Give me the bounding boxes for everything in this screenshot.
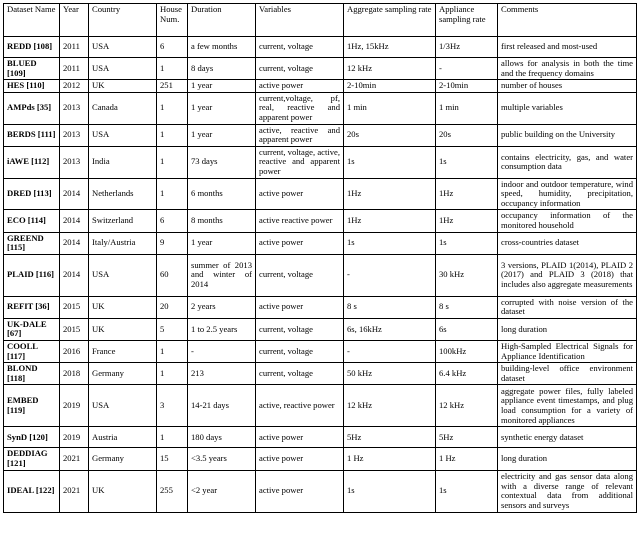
comments-cell: allows for analysis in both the time and the frequency domains	[498, 58, 637, 80]
variables-cell: current, voltage	[256, 363, 344, 385]
house-num-cell: 1	[157, 124, 188, 146]
variables-cell: active power	[256, 80, 344, 93]
header-appliance-rate: Appliance sampling rate	[436, 4, 498, 37]
comments-cell: long duration	[498, 318, 637, 340]
header-aggregate-rate: Aggregate sampling rate	[344, 4, 436, 37]
aggregate-rate-cell: 20s	[344, 124, 436, 146]
house-num-cell: 5	[157, 318, 188, 340]
aggregate-rate-cell: 1Hz, 15kHz	[344, 37, 436, 58]
comments-cell: corrupted with noise version of the dataset	[498, 296, 637, 318]
header-comments: Comments	[498, 4, 637, 37]
appliance-rate-cell: 1 min	[436, 92, 498, 124]
header-year: Year	[60, 4, 89, 37]
house-num-cell: 3	[157, 385, 188, 427]
year-cell: 2014	[60, 210, 89, 232]
appliance-rate-cell: 5Hz	[436, 427, 498, 448]
appliance-rate-cell: 6.4 kHz	[436, 363, 498, 385]
year-cell: 2016	[60, 341, 89, 363]
header-house-num: House Num.	[157, 4, 188, 37]
house-num-cell: 9	[157, 232, 188, 254]
dataset-name-cell: BLUED [109]	[4, 58, 60, 80]
comments-cell: contains electricity, gas, and water consumption data	[498, 146, 637, 178]
year-cell: 2014	[60, 254, 89, 296]
duration-cell: a few months	[188, 37, 256, 58]
duration-cell: 1 to 2.5 years	[188, 318, 256, 340]
comments-cell: 3 versions, PLAID 1(2014), PLAID 2 (2017) and PLAID 3 (2018) that includes also aggregate measurements	[498, 254, 637, 296]
appliance-rate-cell: 1Hz	[436, 210, 498, 232]
comments-cell: long duration	[498, 448, 637, 470]
duration-cell: summer of 2013 and winter of 2014	[188, 254, 256, 296]
table-row	[4, 232, 637, 254]
dataset-name-cell: BERDS [111]	[4, 124, 60, 146]
dataset-name-cell: HES [110]	[4, 80, 60, 93]
year-cell: 2014	[60, 178, 89, 210]
comments-cell: aggregate power files, fully labeled appliance event timestamps, and plug load consumption for a variety of monitored appliances	[498, 385, 637, 427]
duration-cell: 180 days	[188, 427, 256, 448]
house-num-cell: 255	[157, 470, 188, 512]
table-row	[4, 80, 637, 93]
aggregate-rate-cell: 1 min	[344, 92, 436, 124]
year-cell: 2011	[60, 58, 89, 80]
duration-cell: <3.5 years	[188, 448, 256, 470]
dataset-name-cell: SynD [120]	[4, 427, 60, 448]
country-cell: USA	[89, 385, 157, 427]
table-row	[4, 254, 637, 296]
variables-cell: current, voltage	[256, 58, 344, 80]
variables-cell: active power	[256, 470, 344, 512]
header-variables: Variables	[256, 4, 344, 37]
dataset-name-cell: PLAID [116]	[4, 254, 60, 296]
year-cell: 2011	[60, 37, 89, 58]
variables-cell: current, voltage, active, reactive and apparent power	[256, 146, 344, 178]
duration-cell: 8 months	[188, 210, 256, 232]
variables-cell: current,voltage, pf, real, reactive and apparent power	[256, 92, 344, 124]
country-cell: Germany	[89, 363, 157, 385]
house-num-cell: 6	[157, 210, 188, 232]
table-row	[4, 427, 637, 448]
datasets-table	[3, 3, 637, 513]
variables-cell: current, voltage	[256, 254, 344, 296]
appliance-rate-cell: 12 kHz	[436, 385, 498, 427]
aggregate-rate-cell: 8 s	[344, 296, 436, 318]
house-num-cell: 1	[157, 363, 188, 385]
appliance-rate-cell: 20s	[436, 124, 498, 146]
table-row	[4, 92, 637, 124]
house-num-cell: 60	[157, 254, 188, 296]
variables-cell: active, reactive power	[256, 385, 344, 427]
appliance-rate-cell: 1Hz	[436, 178, 498, 210]
aggregate-rate-cell: 50 kHz	[344, 363, 436, 385]
country-cell: France	[89, 341, 157, 363]
duration-cell: -	[188, 341, 256, 363]
duration-cell: 6 months	[188, 178, 256, 210]
house-num-cell: 1	[157, 146, 188, 178]
dataset-name-cell: AMPds [35]	[4, 92, 60, 124]
header-duration: Duration	[188, 4, 256, 37]
dataset-name-cell: REDD [108]	[4, 37, 60, 58]
variables-cell: active power	[256, 448, 344, 470]
country-cell: Italy/Austria	[89, 232, 157, 254]
dataset-name-cell: DEDDIAG [121]	[4, 448, 60, 470]
dataset-name-cell: BLOND [118]	[4, 363, 60, 385]
aggregate-rate-cell: 1 Hz	[344, 448, 436, 470]
year-cell: 2019	[60, 427, 89, 448]
header-country: Country	[89, 4, 157, 37]
aggregate-rate-cell: 1s	[344, 470, 436, 512]
header-row	[4, 4, 637, 37]
appliance-rate-cell: -	[436, 58, 498, 80]
appliance-rate-cell: 2-10min	[436, 80, 498, 93]
table-row	[4, 470, 637, 512]
country-cell: Switzerland	[89, 210, 157, 232]
table-row	[4, 58, 637, 80]
year-cell: 2018	[60, 363, 89, 385]
duration-cell: <2 year	[188, 470, 256, 512]
country-cell: USA	[89, 254, 157, 296]
variables-cell: active power	[256, 296, 344, 318]
appliance-rate-cell: 1s	[436, 232, 498, 254]
variables-cell: current, voltage	[256, 37, 344, 58]
table-row	[4, 318, 637, 340]
country-cell: India	[89, 146, 157, 178]
year-cell: 2014	[60, 232, 89, 254]
dataset-name-cell: EMBED [119]	[4, 385, 60, 427]
table-row	[4, 448, 637, 470]
duration-cell: 1 year	[188, 232, 256, 254]
table-row	[4, 296, 637, 318]
comments-cell: indoor and outdoor temperature, wind speed, humidity, precipitation, occupancy information	[498, 178, 637, 210]
variables-cell: active, reactive and apparent power	[256, 124, 344, 146]
comments-cell: number of houses	[498, 80, 637, 93]
house-num-cell: 1	[157, 58, 188, 80]
comments-cell: multiple variables	[498, 92, 637, 124]
table-row	[4, 124, 637, 146]
dataset-name-cell: GREEND [115]	[4, 232, 60, 254]
country-cell: UK	[89, 318, 157, 340]
aggregate-rate-cell: 5Hz	[344, 427, 436, 448]
duration-cell: 73 days	[188, 146, 256, 178]
comments-cell: synthetic energy dataset	[498, 427, 637, 448]
table-body	[4, 37, 637, 513]
aggregate-rate-cell: 1Hz	[344, 210, 436, 232]
year-cell: 2013	[60, 146, 89, 178]
variables-cell: active reactive power	[256, 210, 344, 232]
dataset-name-cell: COOLL [117]	[4, 341, 60, 363]
year-cell: 2021	[60, 470, 89, 512]
duration-cell: 1 year	[188, 92, 256, 124]
aggregate-rate-cell: 1Hz	[344, 178, 436, 210]
comments-cell: occupancy information of the monitored household	[498, 210, 637, 232]
variables-cell: active power	[256, 232, 344, 254]
comments-cell: building-level office environment dataset	[498, 363, 637, 385]
appliance-rate-cell: 6s	[436, 318, 498, 340]
country-cell: Netherlands	[89, 178, 157, 210]
year-cell: 2012	[60, 80, 89, 93]
country-cell: Germany	[89, 448, 157, 470]
table-row	[4, 341, 637, 363]
country-cell: USA	[89, 124, 157, 146]
variables-cell: active power	[256, 178, 344, 210]
year-cell: 2021	[60, 448, 89, 470]
aggregate-rate-cell: 1s	[344, 146, 436, 178]
house-num-cell: 6	[157, 37, 188, 58]
country-cell: UK	[89, 470, 157, 512]
country-cell: USA	[89, 58, 157, 80]
house-num-cell: 20	[157, 296, 188, 318]
duration-cell: 8 days	[188, 58, 256, 80]
table-row	[4, 210, 637, 232]
country-cell: Austria	[89, 427, 157, 448]
year-cell: 2015	[60, 318, 89, 340]
duration-cell: 14-21 days	[188, 385, 256, 427]
year-cell: 2013	[60, 92, 89, 124]
header-dataset-name: Dataset Name	[4, 4, 60, 37]
duration-cell: 1 year	[188, 80, 256, 93]
variables-cell: active power	[256, 427, 344, 448]
comments-cell: High-Sampled Electrical Signals for Appliance Identification	[498, 341, 637, 363]
table-row	[4, 146, 637, 178]
year-cell: 2019	[60, 385, 89, 427]
comments-cell: electricity and gas sensor data along with a diverse range of relevant contextual data from additional sensors and surveys	[498, 470, 637, 512]
house-num-cell: 1	[157, 341, 188, 363]
duration-cell: 2 years	[188, 296, 256, 318]
table-header	[4, 4, 637, 37]
appliance-rate-cell: 100kHz	[436, 341, 498, 363]
aggregate-rate-cell: 6s, 16kHz	[344, 318, 436, 340]
country-cell: Canada	[89, 92, 157, 124]
duration-cell: 213	[188, 363, 256, 385]
aggregate-rate-cell: -	[344, 254, 436, 296]
aggregate-rate-cell: -	[344, 341, 436, 363]
table-row	[4, 178, 637, 210]
appliance-rate-cell: 1s	[436, 470, 498, 512]
table-row	[4, 385, 637, 427]
house-num-cell: 15	[157, 448, 188, 470]
house-num-cell: 1	[157, 178, 188, 210]
aggregate-rate-cell: 12 kHz	[344, 58, 436, 80]
year-cell: 2013	[60, 124, 89, 146]
comments-cell: cross-countries dataset	[498, 232, 637, 254]
aggregate-rate-cell: 12 kHz	[344, 385, 436, 427]
country-cell: UK	[89, 80, 157, 93]
variables-cell: current, voltage	[256, 341, 344, 363]
dataset-name-cell: iAWE [112]	[4, 146, 60, 178]
dataset-name-cell: UK-DALE [67]	[4, 318, 60, 340]
country-cell: UK	[89, 296, 157, 318]
aggregate-rate-cell: 2-10min	[344, 80, 436, 93]
dataset-name-cell: ECO [114]	[4, 210, 60, 232]
house-num-cell: 251	[157, 80, 188, 93]
dataset-name-cell: IDEAL [122]	[4, 470, 60, 512]
dataset-name-cell: REFIT [36]	[4, 296, 60, 318]
table-row	[4, 363, 637, 385]
comments-cell: public building on the University	[498, 124, 637, 146]
appliance-rate-cell: 1/3Hz	[436, 37, 498, 58]
variables-cell: current, voltage	[256, 318, 344, 340]
table-row	[4, 37, 637, 58]
appliance-rate-cell: 1s	[436, 146, 498, 178]
appliance-rate-cell: 8 s	[436, 296, 498, 318]
dataset-name-cell: DRED [113]	[4, 178, 60, 210]
comments-cell: first released and most-used	[498, 37, 637, 58]
aggregate-rate-cell: 1s	[344, 232, 436, 254]
house-num-cell: 1	[157, 92, 188, 124]
year-cell: 2015	[60, 296, 89, 318]
house-num-cell: 1	[157, 427, 188, 448]
duration-cell: 1 year	[188, 124, 256, 146]
country-cell: USA	[89, 37, 157, 58]
appliance-rate-cell: 1 Hz	[436, 448, 498, 470]
appliance-rate-cell: 30 kHz	[436, 254, 498, 296]
